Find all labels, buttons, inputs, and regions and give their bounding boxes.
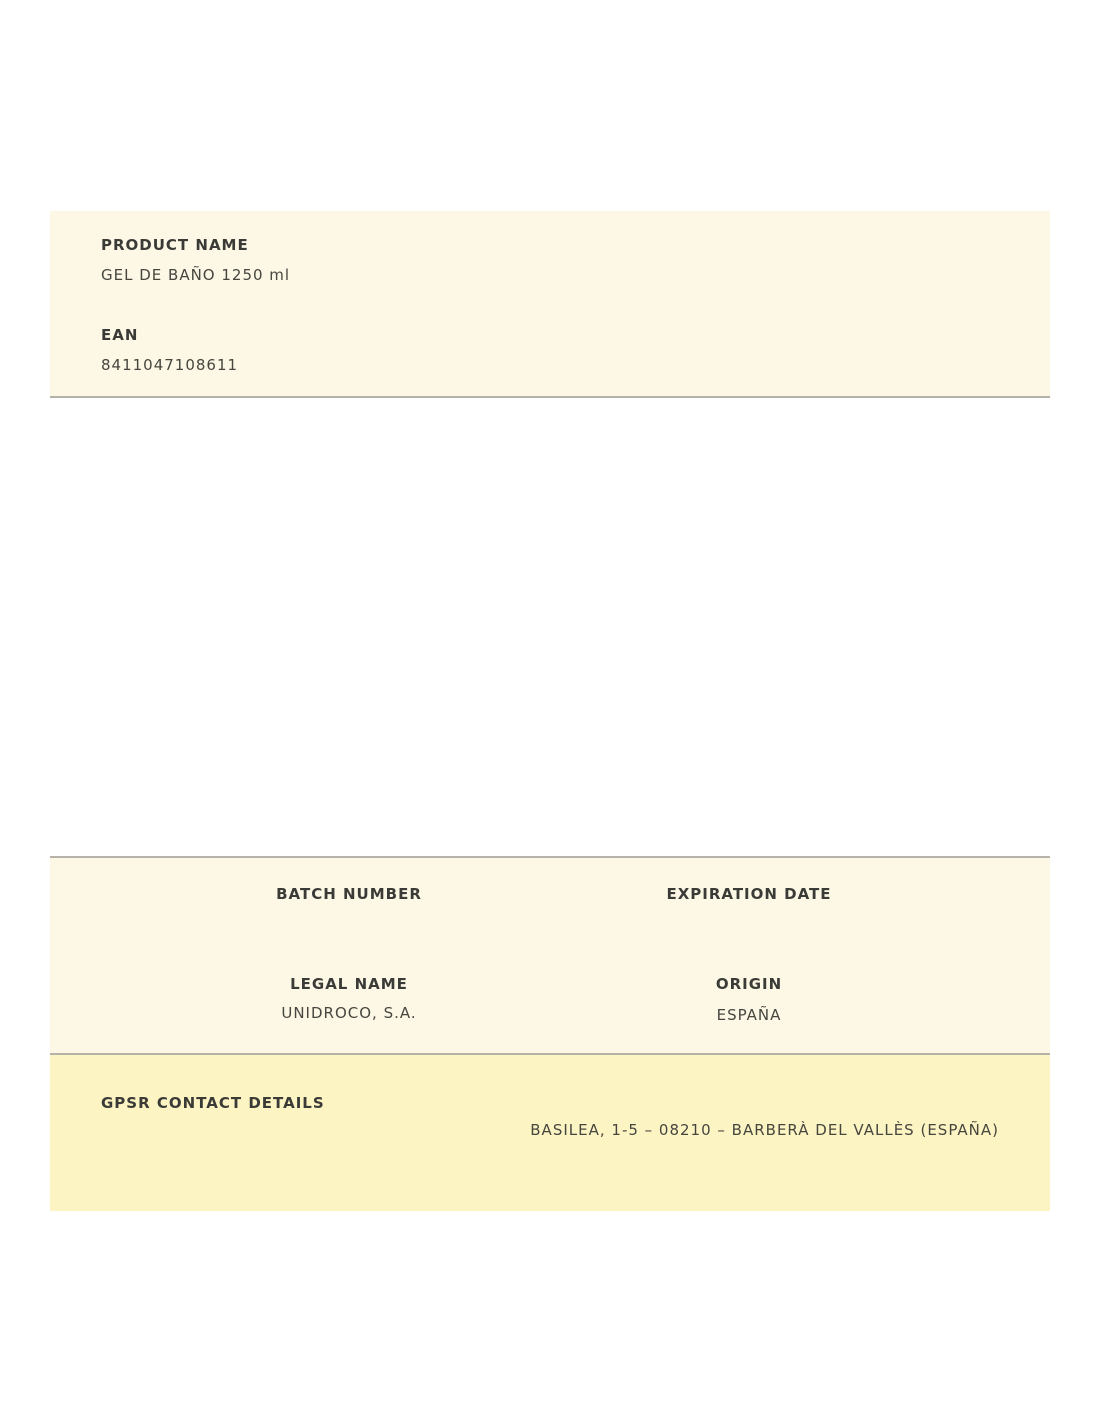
- product-name-value: GEL DE BAÑO 1250 ml: [101, 266, 291, 284]
- legal-name-value: UNIDROCO, S.A.: [281, 1004, 417, 1022]
- product-name-label: PRODUCT NAME: [101, 236, 249, 254]
- ean-value: 8411047108611: [101, 356, 239, 374]
- legal-name-label: LEGAL NAME: [290, 975, 408, 993]
- origin-value: ESPAÑA: [716, 1006, 782, 1024]
- gpsr-contact-label: GPSR CONTACT DETAILS: [101, 1094, 325, 1112]
- batch-details-section: [50, 856, 1050, 1055]
- expiration-date-label: EXPIRATION DATE: [666, 885, 832, 903]
- batch-number-label: BATCH NUMBER: [276, 885, 422, 903]
- product-info-section: [50, 211, 1050, 398]
- contact-address: BASILEA, 1-5 – 08210 – BARBERÀ DEL VALLÈS (ESPAÑA): [530, 1121, 999, 1139]
- origin-label: ORIGIN: [715, 975, 783, 993]
- gpsr-contact-section: [50, 1055, 1050, 1211]
- ean-label: EAN: [101, 326, 139, 344]
